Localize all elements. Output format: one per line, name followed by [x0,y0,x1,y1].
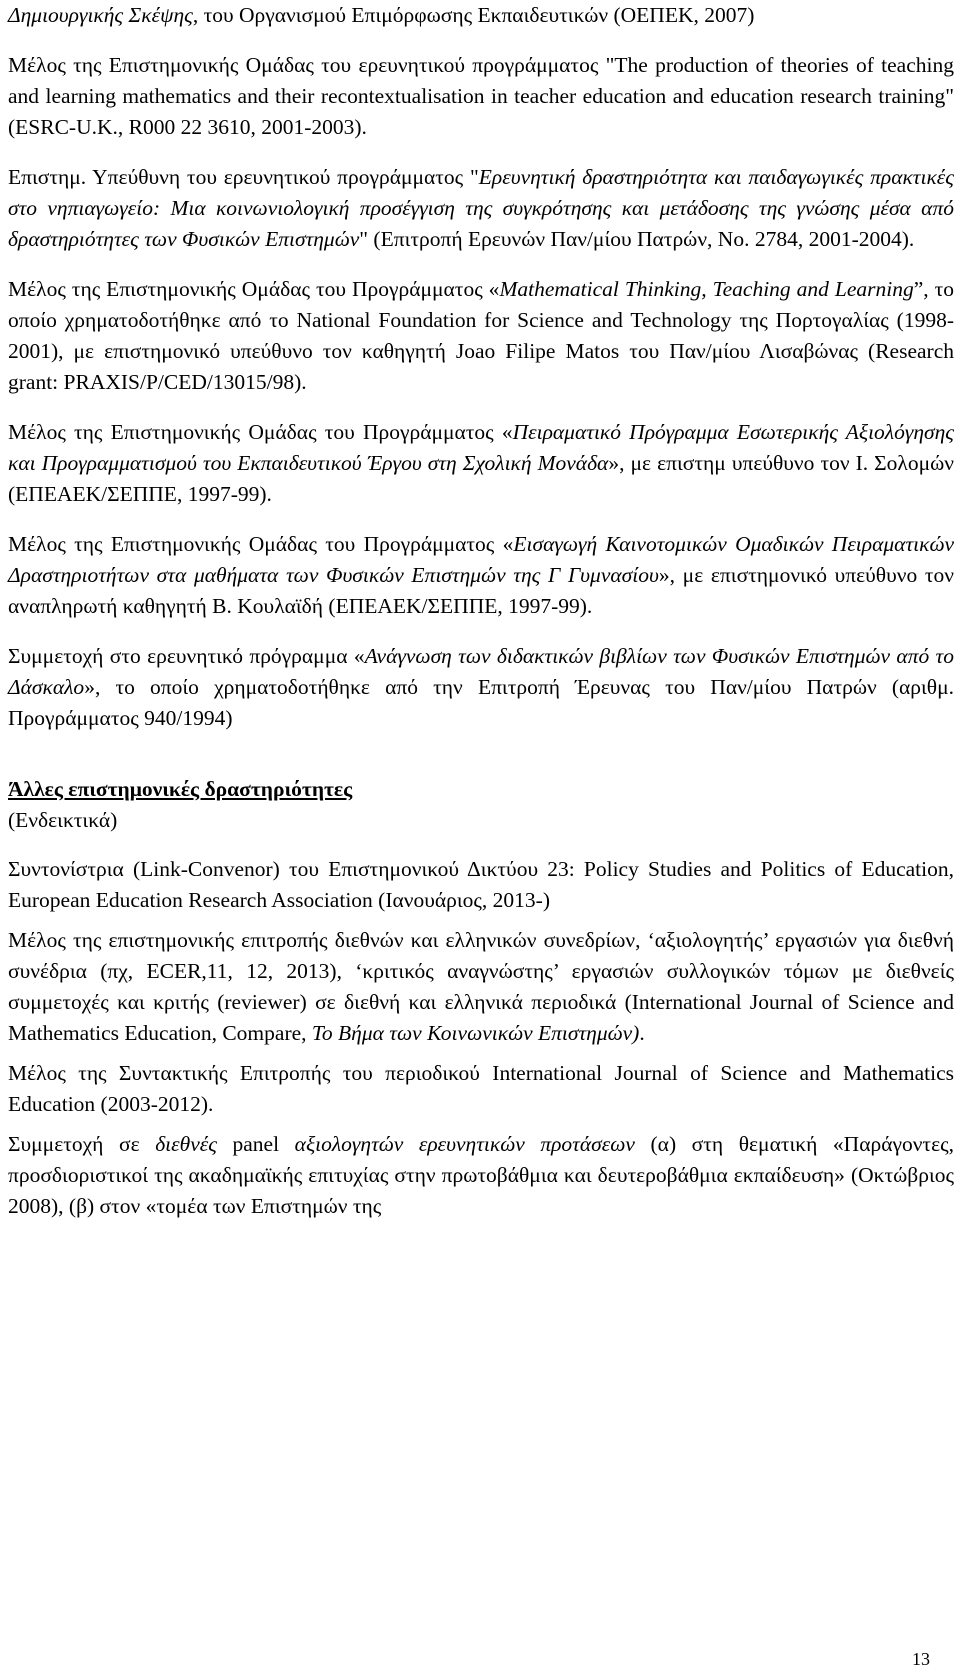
italic-title: Mathematical Thinking, Teaching and Learning [499,277,914,301]
italic-title: Ανάγνωση των διδακτικών βιβλίων των Φυσικών Επιστημών από το Δάσκαλο [8,644,954,699]
paragraph-text: Μέλος της Επιστημονικής Ομάδας του Προγράμματος « [8,420,513,444]
paragraph-text: Μέλος της Επιστημονικής Ομάδας του Προγράμματος « [8,277,500,301]
document-body [8,0,954,1222]
paragraph-link-convenor [8,854,954,916]
paragraph-textbooks-reading [8,641,954,734]
paragraph-oepek [8,0,954,31]
paragraph-text: Μέλος της Συντακτικής Επιτροπής του περιοδικού International Journal of Science and Mathematics Education (2003-2012). [8,1061,954,1116]
paragraph-scientific-committee [8,925,954,1049]
paragraph-text: Επιστημ. Υπεύθυνη του ερευνητικού προγράμματος " [8,165,479,189]
paragraph-text: Συμμετοχή σε [8,1132,156,1156]
paragraph-text: Μέλος της Επιστημονικής Ομάδας του Προγράμματος « [8,532,514,556]
section-subheading: (Ενδεικτικά) [8,808,118,832]
paragraph-text: ”, το οποίο χρηματοδοτήθηκε από το National Foundation for Science and Technology της Πορτογαλίας (1998- 2001), με επιστημονικό υπεύθυνο τον καθηγητή Joao Filipe Matos του Παν/μίου Λισαβώνας (Research grant: PRAXIS/P/CED/13015/98). [8,277,955,394]
paragraph-text: . [639,1021,645,1045]
paragraph-text: », με επιστημονικό υπεύθυνο τον αναπληρωτή καθηγητή Β. Κουλαϊδή (ΕΠΕΑΕΚ/ΣΕΠΠΕ, 1997-99). [8,563,954,618]
italic-word: διεθνές [155,1132,217,1156]
paragraph-text: " (Επιτροπή Ερευνών Παν/μίου Πατρών, No. 2784, 2001-2004). [359,227,915,251]
paragraph-text: Συμμετοχή στο ερευνητικό πρόγραμμα « [8,644,365,668]
section-heading: Άλλες επιστημονικές δραστηριότητες [8,777,353,801]
paragraph-esrc-project [8,50,954,143]
section-spacer [8,734,954,774]
paragraph-evaluation-panel [8,1129,954,1222]
paragraph-text: Συντονίστρια (Link-Convenor) του Επιστημονικού Δικτύου 23: Policy Studies and Politics of Education, European Education Research Association (Ιανουάριος, 2013-) [8,857,954,912]
paragraph-text: (α) στη θεματική «Παράγοντες, προσδιοριστικοί της ακαδημαϊκής επιτυχίας στην πρωτοβάθμια και δευτεροβάθμια εκπαίδευση» (Οκτώβριος 2008), (β) στον «τομέα των Επιστημών της [8,1132,954,1218]
italic-title: Εισαγωγή Καινοτομικών Ομαδικών Πειραματικών Δραστηριοτήτων στα μαθήματα των Φυσικών Επιστημών της Γ Γυμνασίου [8,532,954,587]
italic-title: Πειραματικό Πρόγραμμα Εσωτερικής Αξιολόγησης και Προγραμματισμού του Εκπαιδευτικού Έργου στη Σχολική Μονάδα [8,420,955,475]
paragraph-text: », το οποίο χρηματοδοτήθηκε από την Επιτροπή Έρευνας του Παν/μίου Πατρών (αριθμ. Προγράμματος 940/1994) [8,675,954,730]
page-number: 13 [912,1649,930,1669]
paragraph-text: Μέλος της επιστημονικής επιτροπής διεθνών και ελληνικών συνεδρίων, ‘αξιολογητής’ εργασιών για διεθνή συνέδρια (πχ, ECER,11, 12, 2013), ‘κριτικός αναγνώστης’ εργασιών συλλογικών τόμων με διεθνείς συμμετοχές και κριτής (reviewer) σε διεθνή και ελληνικά περιοδικά (International Journal of Science and Mathematics Education, Compare, [8,928,954,1045]
paragraph-text: Μέλος της Επιστημονικής Ομάδας του ερευνητικού προγράμματος "The production of theories of teaching and learning mathematics and their recontextualisation in teacher education and education research training" (ESRC-U.K., R000 22 3610, 2001-2003). [8,53,954,139]
italic-title: Το Βήμα των Κοινωνικών Επιστημών) [311,1021,640,1045]
italic-phrase: αξιολογητών ερευνητικών προτάσεων [294,1132,635,1156]
paragraph-internal-evaluation [8,417,954,510]
paragraph-innovative-activities [8,529,954,622]
paragraph-editorial-board [8,1058,954,1120]
paragraph-kindergarten-project [8,162,954,255]
italic-title: Δημιουργικής Σκέψης [8,3,193,27]
italic-title: Ερευνητική δραστηριότητα και παιδαγωγικές πρακτικές στο νηπιαγωγείο: Μια κοινωνιολογική προσέγγιση της συγκρότησης και μετάδοσης της γνώσης μέσα από δραστηριότητες των Φυσικών Επιστημών [8,165,954,251]
paragraph-mathematical-thinking [8,274,954,398]
paragraph-text: », με επιστημ υπεύθυνο τον Ι. Σολομών (ΕΠΕΑΕΚ/ΣΕΠΠΕ, 1997-99). [8,451,955,506]
paragraph-text: , του Οργανισμού Επιμόρφωσης Εκπαιδευτικών (ΟΕΠΕΚ, 2007) [192,3,755,27]
paragraph-text: panel [216,1132,295,1156]
